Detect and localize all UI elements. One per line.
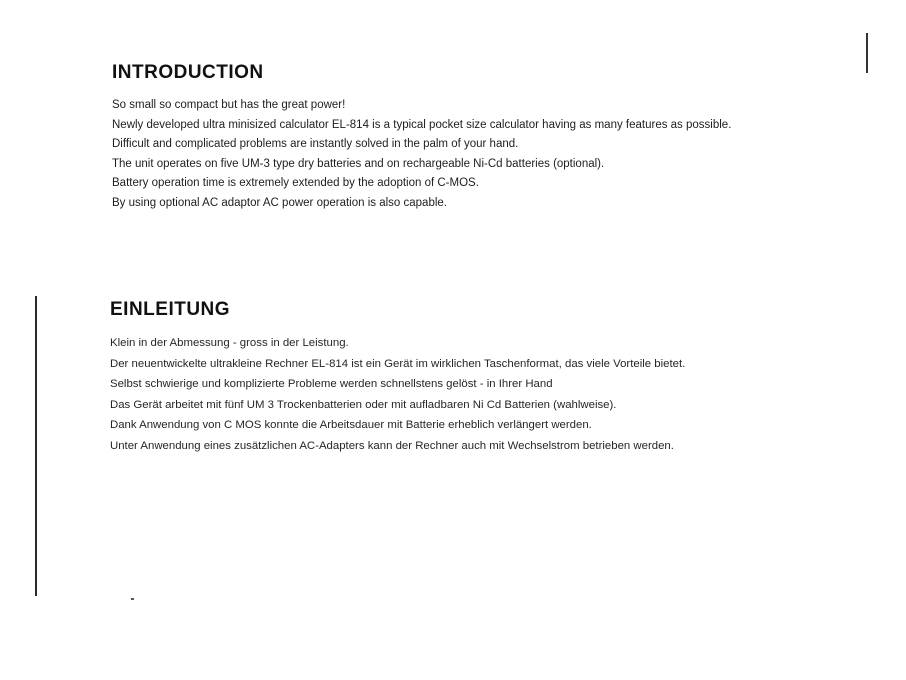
introduction-section — [112, 62, 832, 213]
intro-paragraph: So small so compact but has the great power! — [112, 99, 346, 111]
einleitung-paragraph: Dank Anwendung von C MOS konnte die Arbeitsdauer mit Batterie erheblich verlängert werden. — [110, 419, 592, 431]
einleitung-heading: EINLEITUNG — [110, 299, 231, 320]
scan-speck — [131, 598, 134, 600]
intro-paragraph: The unit operates on five UM-3 type dry batteries and on rechargeable Ni-Cd batteries (optional). — [112, 157, 605, 170]
einleitung-paragraph: Unter Anwendung eines zusätzlichen AC-Adapters kann der Rechner auch mit Wechselstrom betrieben werden. — [110, 439, 674, 452]
einleitung-paragraph: Klein in der Abmessung - gross in der Leistung. — [110, 337, 349, 349]
intro-paragraph: Newly developed ultra minisized calculator EL-814 is a typical pocket size calculator having as many features as possible. — [112, 118, 732, 131]
einleitung-paragraph: Der neuentwickelte ultrakleine Rechner EL-814 ist ein Gerät im wirklichen Taschenformat, das viele Vorteile bietet. — [110, 357, 686, 370]
scan-mark — [866, 33, 868, 73]
einleitung-paragraph: Selbst schwierige und komplizierte Probleme werden schnellstens gelöst - in Ihrer Hand — [110, 378, 553, 390]
einleitung-paragraph: Das Gerät arbeitet mit fünf UM 3 Trockenbatterien oder mit aufladbaren Ni Cd Batterien (wahlweise). — [110, 398, 617, 411]
einleitung-section — [110, 299, 834, 456]
intro-paragraph: Difficult and complicated problems are instantly solved in the palm of your hand. — [112, 138, 519, 150]
intro-paragraph: By using optional AC adaptor AC power operation is also capable. — [112, 196, 447, 209]
introduction-heading: INTRODUCTION — [112, 62, 264, 83]
binding-edge-line — [35, 296, 37, 596]
intro-paragraph: Battery operation time is extremely extended by the adoption of C-MOS. — [112, 177, 479, 189]
